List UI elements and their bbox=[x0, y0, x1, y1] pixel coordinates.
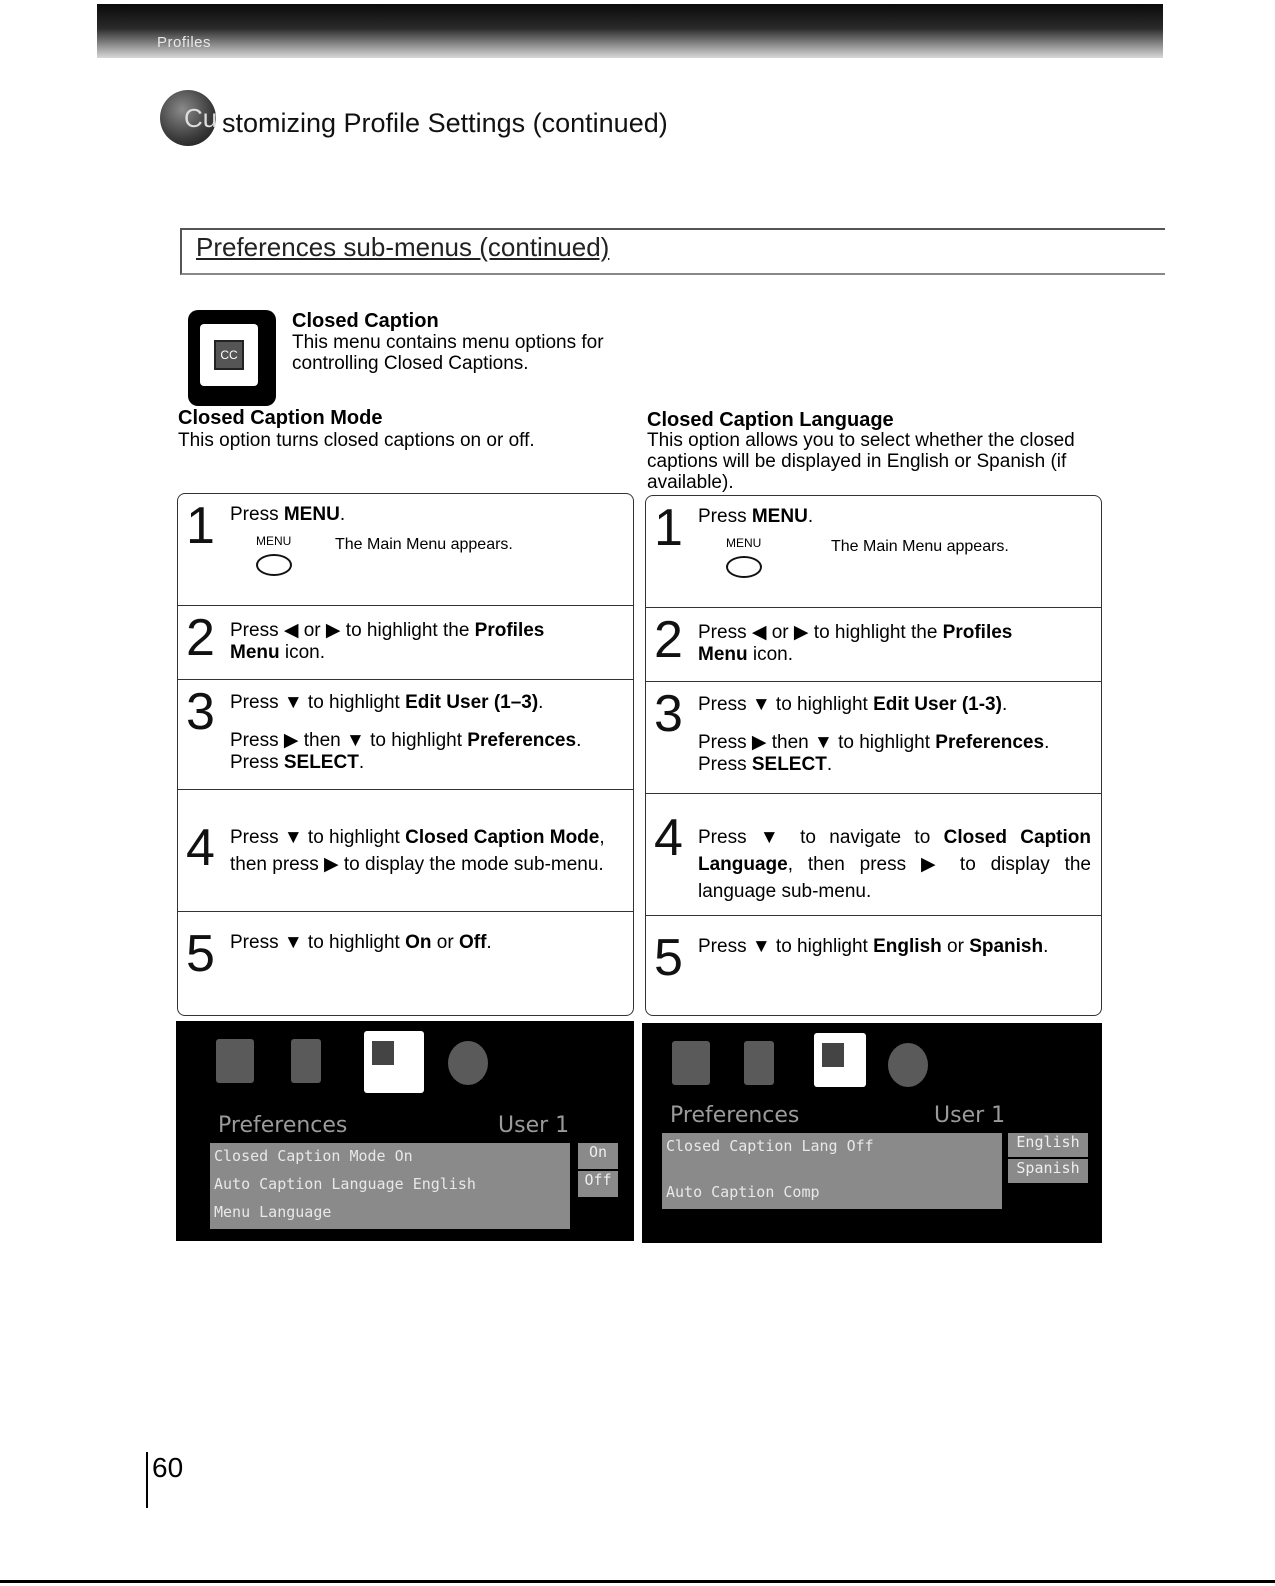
screen-user: User 1 bbox=[498, 1113, 570, 1138]
step-subtext: Press ▶ then ▼ to highlight Preferences. Press SELECT. bbox=[230, 730, 582, 773]
step-number: 2 bbox=[186, 609, 215, 667]
preferences-icon bbox=[814, 1033, 866, 1087]
option-english: English bbox=[1008, 1133, 1088, 1157]
menu-key-label: MENU bbox=[256, 534, 292, 548]
setup-icon bbox=[888, 1043, 928, 1087]
screen-row: Closed Caption Lang Off bbox=[666, 1137, 874, 1155]
option-spanish: Spanish bbox=[1008, 1159, 1088, 1183]
screen-user: User 1 bbox=[934, 1103, 1006, 1128]
screen-row: Auto Caption Language English bbox=[214, 1175, 476, 1193]
closed-caption-description: This menu contains menu options for controlling Closed Captions. bbox=[292, 332, 604, 374]
page-number-rule bbox=[146, 1452, 148, 1508]
step-number: 3 bbox=[186, 683, 215, 741]
left-step-2 bbox=[178, 606, 633, 680]
option-off: Off bbox=[578, 1171, 618, 1197]
left-step-3 bbox=[178, 680, 633, 790]
menu-key-label: MENU bbox=[726, 536, 762, 550]
header-bar bbox=[97, 4, 1163, 58]
screen-title: Preferences bbox=[218, 1113, 348, 1138]
step-text: Press MENU. bbox=[698, 506, 814, 527]
profile-menu-icon bbox=[216, 1039, 254, 1083]
right-step-1 bbox=[646, 496, 1101, 608]
step-number: 5 bbox=[186, 925, 215, 983]
right-heading: Closed Caption Language bbox=[647, 409, 894, 431]
right-step-5 bbox=[646, 916, 1101, 1016]
title-badge-letter: Cu bbox=[184, 103, 218, 133]
screen-row: Auto Caption Comp bbox=[666, 1183, 820, 1201]
section-label: Profiles bbox=[157, 34, 212, 51]
left-step-5 bbox=[178, 912, 633, 1016]
step-number: 4 bbox=[654, 809, 683, 867]
closed-caption-heading: Closed Caption bbox=[292, 310, 439, 332]
right-step-3 bbox=[646, 682, 1101, 794]
closed-caption-icon-frame bbox=[200, 324, 258, 386]
right-screen bbox=[642, 1023, 1102, 1243]
step-text: Press ▼ to highlight Edit User (1–3). bbox=[230, 692, 544, 713]
left-step-1 bbox=[178, 494, 633, 606]
step-number: 1 bbox=[186, 497, 215, 555]
setup-icon bbox=[448, 1041, 488, 1085]
step-text: Press ▼ to highlight English or Spanish. bbox=[698, 936, 1049, 957]
menu-button-icon bbox=[256, 554, 292, 576]
step-number: 2 bbox=[654, 611, 683, 669]
right-steps bbox=[645, 495, 1102, 1016]
profile-menu-icon bbox=[672, 1041, 710, 1085]
step-note: The Main Menu appears. bbox=[335, 536, 513, 553]
step-note: The Main Menu appears. bbox=[831, 538, 1009, 555]
bottom-rule bbox=[0, 1580, 1275, 1583]
page-number: 60 bbox=[152, 1452, 184, 1483]
right-step-2 bbox=[646, 608, 1101, 682]
closed-caption-icon-glyph: CC bbox=[214, 340, 244, 370]
option-on: On bbox=[578, 1143, 618, 1169]
preferences-icon bbox=[364, 1031, 424, 1093]
right-step-4 bbox=[646, 794, 1101, 916]
step-number: 1 bbox=[654, 499, 683, 557]
step-text: Press ▼ to highlight On or Off. bbox=[230, 932, 492, 953]
left-steps bbox=[177, 493, 634, 1016]
step-number: 5 bbox=[654, 929, 683, 987]
page-title: stomizing Profile Settings (continued) bbox=[222, 108, 668, 138]
screen-title: Preferences bbox=[670, 1103, 800, 1128]
step-text: Press ◀ or ▶ to highlight the Profiles Menu icon. bbox=[230, 620, 545, 663]
disc-menu-icon bbox=[744, 1041, 774, 1085]
step-text: Press ◀ or ▶ to highlight the Profiles Menu icon. bbox=[698, 622, 1013, 665]
left-screen bbox=[176, 1021, 634, 1241]
title-badge bbox=[160, 90, 216, 146]
left-step-4 bbox=[178, 790, 633, 912]
step-number: 3 bbox=[654, 685, 683, 743]
left-heading: Closed Caption Mode bbox=[178, 407, 383, 429]
step-subtext: Press ▶ then ▼ to highlight Preferences. Press SELECT. bbox=[698, 732, 1050, 775]
screen-row: Menu Language bbox=[214, 1203, 332, 1221]
screen-row: Closed Caption Mode On bbox=[214, 1147, 413, 1165]
right-description: This option allows you to select whether the closed captions will be displayed in English or Spanish (if available). bbox=[647, 430, 1075, 493]
left-description: This option turns closed captions on or off. bbox=[178, 430, 535, 451]
step-text: Press ▼ to highlight Closed Caption Mode, then press ▶ to display the mode sub-menu. bbox=[230, 827, 605, 875]
step-text: Press MENU. bbox=[230, 504, 346, 525]
disc-menu-icon bbox=[291, 1039, 321, 1083]
menu-button-icon bbox=[726, 556, 762, 578]
step-number: 4 bbox=[186, 819, 215, 877]
section-title: Preferences sub-menus (continued) bbox=[196, 232, 610, 262]
step-text: Press ▼ to navigate to Closed Caption Language, then press ▶ to display the language sub-menu. bbox=[698, 827, 1091, 902]
step-text: Press ▼ to highlight Edit User (1-3). bbox=[698, 694, 1008, 715]
closed-caption-icon bbox=[188, 310, 276, 406]
